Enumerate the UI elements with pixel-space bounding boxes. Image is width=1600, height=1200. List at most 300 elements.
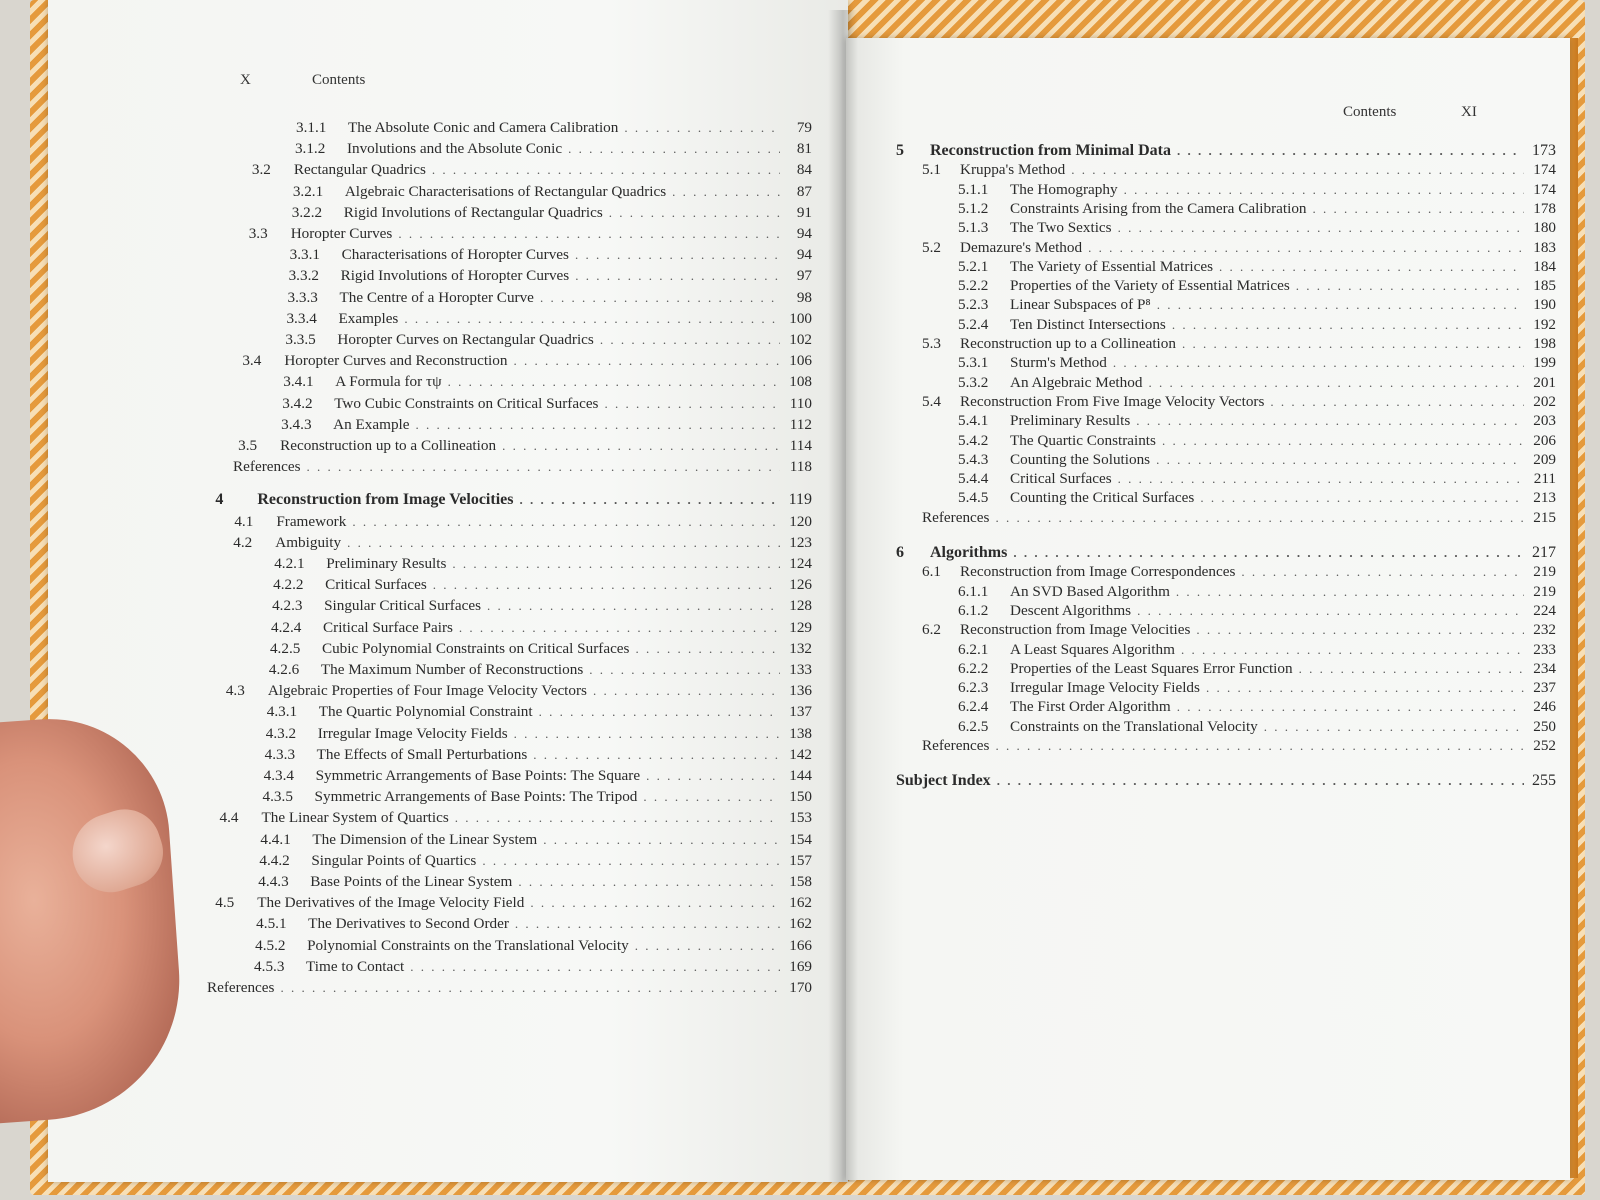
toc-entry-title: The First Order Algorithm — [1010, 698, 1171, 716]
toc-entry-number: 6.2.3 — [958, 679, 989, 697]
toc-leader-dots — [487, 596, 780, 615]
toc-entry-title: Ambiguity — [275, 533, 342, 551]
toc-entry-page: 114 — [789, 437, 812, 454]
toc-entry-page: 126 — [789, 576, 812, 594]
toc-leader-dots — [1313, 199, 1524, 218]
toc-entry-number: 3.2 — [251, 161, 271, 179]
toc-entry-page: 206 — [1533, 431, 1556, 449]
toc-entry-title: Properties of the Variety of Essential Matrices — [1010, 277, 1290, 295]
toc-entry — [289, 266, 812, 285]
toc-entry-page: 162 — [789, 915, 812, 933]
toc-entry-title: Singular Critical Surfaces — [324, 597, 481, 615]
toc-entry-page: 255 — [1532, 772, 1556, 790]
toc-leader-dots — [995, 736, 1524, 755]
toc-leader-dots — [643, 787, 780, 806]
toc-entry-number: 4.3.3 — [264, 745, 296, 763]
toc-leader-dots — [1200, 488, 1524, 507]
toc-entry-number: 6.1.1 — [958, 582, 989, 600]
toc-leader-dots — [1182, 334, 1524, 353]
toc-entry-title: Ten Distinct Intersections — [1010, 315, 1166, 333]
toc-entry — [226, 681, 812, 700]
toc-entry — [215, 893, 812, 912]
toc-entry-title: Framework — [276, 512, 347, 530]
book-gutter — [828, 10, 858, 1182]
toc-leader-dots — [1196, 620, 1524, 639]
toc-leader-dots — [1118, 469, 1524, 488]
toc-entry-page: 91 — [796, 203, 812, 221]
toc-leader-dots — [1299, 659, 1524, 678]
toc-entry-title: Reconstruction from Image Velocities — [257, 491, 514, 509]
toc-leader-dots — [514, 724, 780, 743]
toc-entry-number: 3.1.1 — [296, 119, 327, 136]
toc-entry-number: 4.4.3 — [258, 873, 289, 890]
toc-entry-number: 4.2.4 — [271, 618, 302, 636]
toc-leader-dots — [540, 288, 780, 307]
toc-entry-number: 4.5.1 — [256, 915, 287, 933]
toc-entry — [293, 182, 812, 201]
toc-entry-number: 4.4 — [219, 809, 239, 827]
left-page-number: X — [240, 72, 251, 88]
toc-entry-number: 5.3 — [922, 335, 941, 352]
toc-chapter-entry — [896, 771, 1556, 790]
toc-entry-title: Constraints Arising from the Camera Calibration — [1010, 199, 1307, 217]
toc-entry-number: 5.4.4 — [958, 470, 989, 488]
toc-entry-title: Sturm's Method — [1010, 354, 1107, 372]
toc-entry — [292, 203, 812, 222]
toc-entry-number: 4.2.1 — [274, 555, 305, 572]
toc-leader-dots — [1177, 141, 1524, 160]
toc-entry-page: 209 — [1533, 450, 1556, 468]
toc-entry-title: The Quartic Polynomial Constraint — [318, 703, 533, 721]
toc-entry-title: Reconstruction up to a Collineation — [280, 437, 497, 454]
toc-leader-dots — [997, 771, 1524, 790]
toc-entry-number: 3.4.3 — [281, 415, 312, 433]
toc-entry-title: Critical Surfaces — [325, 576, 427, 594]
toc-entry — [922, 238, 1556, 257]
toc-entry-number: 3.4.2 — [282, 394, 313, 412]
toc-chapter-entry — [896, 543, 1556, 562]
toc-leader-dots — [1219, 257, 1524, 276]
toc-leader-dots — [513, 351, 780, 370]
toc-entry-number: 5.1.3 — [958, 219, 989, 237]
toc-entry-title: The Linear System of Quartics — [261, 809, 449, 827]
toc-entry — [255, 936, 812, 955]
toc-entry-page: 162 — [789, 894, 812, 912]
toc-chapter-entry — [215, 490, 812, 509]
toc-entry-title: Constraints on the Translational Velocity — [1010, 717, 1258, 735]
toc-entry — [958, 450, 1556, 469]
toc-entry-title: The Maximum Number of Reconstructions — [320, 661, 584, 678]
toc-leader-dots — [1181, 640, 1524, 659]
toc-entry — [269, 660, 812, 679]
toc-entry — [958, 601, 1556, 620]
toc-leader-dots — [1162, 431, 1524, 450]
toc-leader-dots — [995, 508, 1524, 527]
toc-leader-dots — [1270, 392, 1524, 411]
toc-entry-number: 4.3.4 — [263, 767, 294, 784]
toc-entry-page: 132 — [789, 639, 812, 657]
toc-entry-title: The Absolute Conic and Camera Calibration — [348, 119, 619, 136]
toc-entry-number: 6.1.2 — [958, 601, 989, 619]
toc-entry-title: Reconstruction from Image Velocities — [960, 621, 1191, 639]
toc-leader-dots — [347, 533, 780, 552]
toc-entry-page: 203 — [1533, 412, 1556, 430]
toc-leader-dots — [1206, 678, 1524, 697]
toc-entry-title: Time to Contact — [306, 957, 405, 975]
toc-entry-page: 234 — [1533, 659, 1556, 677]
toc-entry-number: 3.3.2 — [288, 267, 319, 285]
toc-leader-dots — [1177, 697, 1524, 716]
toc-leader-dots — [448, 372, 780, 391]
toc-entry — [958, 582, 1556, 601]
toc-entry-page: 81 — [796, 140, 812, 158]
toc-leader-dots — [593, 681, 780, 700]
toc-entry — [922, 620, 1556, 639]
toc-leader-dots — [635, 639, 780, 658]
toc-entry-number: 3.4 — [242, 352, 262, 370]
toc-entry-number: 6.2.2 — [958, 659, 989, 677]
toc-entry — [958, 373, 1556, 392]
toc-entry — [233, 533, 812, 552]
toc-entry-title: Symmetric Arrangements of Base Points: The Tripod — [314, 788, 638, 806]
toc-entry — [958, 199, 1556, 218]
toc-entry-number: 4.2.3 — [272, 597, 303, 615]
toc-entry-page: 124 — [789, 555, 812, 572]
toc-entry — [288, 288, 812, 307]
toc-entry-title: Properties of the Least Squares Error Function — [1010, 659, 1293, 677]
toc-leader-dots — [432, 160, 780, 179]
toc-leader-dots — [1113, 353, 1524, 372]
toc-leader-dots — [1156, 450, 1524, 469]
toc-leader-dots — [518, 872, 780, 891]
toc-leader-dots — [575, 245, 780, 264]
toc-entry — [290, 245, 812, 264]
toc-entry — [285, 330, 812, 349]
toc-entry — [286, 309, 812, 328]
toc-leader-dots — [646, 766, 780, 785]
toc-leader-dots — [398, 224, 780, 243]
toc-entry-title: Polynomial Constraints on the Translational Velocity — [307, 936, 629, 954]
toc-leader-dots — [568, 139, 780, 158]
toc-entry-title: Horopter Curves and Reconstruction — [284, 352, 508, 370]
toc-entry — [263, 787, 812, 806]
toc-entry-title: Critical Surfaces — [1010, 470, 1112, 488]
toc-entry-title: Algebraic Characterisations of Rectangular Quadrics — [344, 182, 667, 200]
toc-entry-page: 219 — [1533, 563, 1556, 581]
toc-leader-dots — [410, 957, 780, 976]
toc-entry-number: 5 — [896, 142, 904, 159]
toc-entry-page: 150 — [789, 788, 812, 806]
toc-leader-dots — [624, 118, 780, 137]
toc-entry-title: Descent Algorithms — [1010, 601, 1132, 619]
toc-entry-page: 119 — [788, 491, 812, 509]
toc-entry-title: Horopter Curves on Rectangular Quadrics — [337, 331, 594, 348]
toc-entry-page: 237 — [1533, 679, 1556, 697]
toc-entry-page: 201 — [1533, 373, 1556, 391]
toc-entry — [922, 392, 1556, 411]
toc-entry-page: 199 — [1533, 354, 1556, 372]
toc-entry — [270, 639, 812, 658]
toc-entry-number: 6.2.4 — [958, 698, 989, 716]
toc-entry-title: The Quartic Constraints — [1010, 431, 1156, 449]
toc-leader-dots — [635, 936, 780, 955]
toc-entry-page: 106 — [789, 352, 812, 370]
toc-leader-dots — [1118, 218, 1524, 237]
toc-entry-number: 5.4.1 — [958, 412, 989, 430]
toc-entry-page: 232 — [1533, 621, 1556, 639]
toc-leader-dots — [1157, 295, 1524, 314]
toc-entry-number: 5.4 — [922, 392, 941, 410]
toc-entry-title: References — [233, 458, 301, 476]
toc-entry-title: A Formula for τψ — [335, 373, 442, 391]
toc-leader-dots — [600, 330, 780, 349]
toc-entry-number: 4.2.6 — [268, 661, 300, 678]
toc-leader-dots — [1071, 160, 1524, 179]
toc-entry-page: 142 — [789, 745, 812, 763]
toc-entry-page: 94 — [796, 225, 812, 242]
toc-entry — [958, 276, 1556, 295]
toc-entry — [259, 851, 812, 870]
toc-entry-page: 120 — [789, 512, 812, 530]
toc-entry-number: 3.2.1 — [292, 182, 324, 200]
toc-entry-page: 144 — [789, 767, 812, 784]
toc-entry — [958, 697, 1556, 716]
toc-leader-dots — [539, 702, 780, 721]
toc-entry — [273, 575, 812, 594]
toc-entry-title: Rigid Involutions of Horopter Curves — [340, 267, 570, 285]
toc-entry — [922, 334, 1556, 353]
toc-entry-title: An Algebraic Method — [1010, 373, 1143, 391]
toc-entry-title: Kruppa's Method — [960, 161, 1066, 179]
toc-entry-number: 4.4.2 — [259, 851, 290, 869]
toc-entry — [272, 596, 812, 615]
toc-entry-title: Linear Subspaces of P⁸ — [1010, 296, 1151, 314]
toc-entry-title: Base Points of the Linear System — [310, 873, 513, 890]
toc-entry — [958, 431, 1556, 450]
toc-entry-page: 153 — [789, 809, 812, 827]
toc-leader-dots — [530, 893, 780, 912]
toc-entry — [219, 808, 812, 827]
toc-leader-dots — [575, 266, 780, 285]
toc-entry-page: 211 — [1533, 470, 1556, 488]
toc-entry-number: 5.1 — [922, 161, 941, 179]
toc-entry-title: Symmetric Arrangements of Base Points: The Square — [315, 767, 641, 784]
toc-entry — [958, 257, 1556, 276]
toc-entry-title: The Variety of Essential Matrices — [1010, 257, 1213, 275]
toc-entry-number: 4.5.2 — [255, 936, 286, 954]
toc-entry — [258, 872, 812, 891]
toc-entry-page: 198 — [1533, 335, 1556, 352]
toc-entry-page: 98 — [796, 288, 812, 306]
toc-entry-title: Horopter Curves — [290, 225, 393, 242]
toc-entry-number: 4.2 — [233, 533, 253, 551]
toc-entry-title: Examples — [338, 309, 399, 327]
toc-entry — [958, 295, 1556, 314]
toc-entry-page: 174 — [1533, 161, 1556, 179]
toc-entry-page: 158 — [789, 873, 812, 890]
toc-entry-number: 5.2.2 — [958, 277, 989, 295]
toc-leader-dots — [515, 914, 780, 933]
toc-entry-page: 202 — [1533, 392, 1556, 410]
toc-entry-number: 4.4.1 — [260, 830, 291, 848]
toc-entry-title: References — [922, 508, 990, 526]
toc-entry — [958, 315, 1556, 334]
toc-leader-dots — [1176, 582, 1524, 601]
toc-entry — [274, 554, 812, 573]
toc-entry-page: 180 — [1533, 219, 1556, 237]
toc-entry-page: 100 — [789, 309, 812, 327]
toc-entry-title: References — [207, 979, 275, 996]
toc-entry-title: Cubic Polynomial Constraints on Critical Surfaces — [321, 639, 630, 657]
toc-entry-page: 129 — [789, 618, 812, 636]
toc-entry — [282, 394, 812, 413]
toc-entry-number: 3.1.2 — [294, 140, 326, 158]
toc-entry-title: Algorithms — [930, 544, 1008, 561]
toc-leader-dots — [519, 490, 780, 509]
toc-entry — [922, 736, 1556, 755]
toc-entry-page: 184 — [1533, 257, 1556, 275]
toc-entry-number: 3.2.2 — [291, 203, 323, 221]
toc-entry-page: 79 — [796, 119, 812, 136]
toc-entry-number: 3.3.4 — [286, 309, 317, 327]
toc-entry-number: 4.3.5 — [262, 788, 293, 806]
toc-leader-dots — [1088, 238, 1524, 257]
toc-entry-number: 6.1 — [922, 563, 941, 581]
toc-entry-number: 3.3.3 — [287, 288, 318, 306]
toc-leader-dots — [482, 851, 780, 870]
toc-leader-dots — [1124, 180, 1524, 199]
toc-entry-number: 4.5.3 — [254, 957, 285, 975]
toc-leader-dots — [589, 660, 780, 679]
toc-entry — [283, 372, 812, 391]
toc-entry-title: Algebraic Properties of Four Image Velocity Vectors — [267, 682, 587, 700]
toc-leader-dots — [502, 436, 780, 455]
toc-entry-title: Preliminary Results — [1010, 412, 1131, 430]
toc-entry — [281, 415, 812, 434]
toc-leader-dots — [307, 457, 781, 476]
toc-entry-title: Counting the Solutions — [1010, 450, 1151, 468]
toc-entry-number: 4.1 — [234, 512, 254, 530]
toc-entry-number: 6.2.5 — [958, 717, 989, 735]
toc-entry — [254, 957, 812, 976]
toc-leader-dots — [1137, 601, 1524, 620]
toc-leader-dots — [543, 830, 780, 849]
toc-leader-dots — [455, 808, 780, 827]
toc-entry — [958, 678, 1556, 697]
toc-entry — [260, 830, 812, 849]
toc-entry-title: Reconstruction up to a Collineation — [960, 335, 1176, 352]
toc-entry-page: 215 — [1533, 508, 1556, 526]
toc-entry-page: 183 — [1533, 238, 1556, 256]
right-toc — [846, 38, 1570, 1178]
toc-chapter-entry — [896, 141, 1556, 160]
toc-entry — [958, 659, 1556, 678]
toc-entry — [267, 702, 812, 721]
toc-entry-number: 5.2.4 — [958, 315, 989, 333]
toc-entry — [238, 436, 812, 455]
toc-entry — [296, 118, 812, 137]
toc-entry-page: 108 — [789, 373, 812, 391]
toc-entry — [958, 717, 1556, 736]
toc-entry-title: Two Cubic Constraints on Critical Surfaces — [334, 394, 599, 412]
toc-entry-number: 4 — [215, 491, 224, 509]
toc-entry-title: Irregular Image Velocity Fields — [1010, 679, 1200, 697]
toc-entry-number: 6.2 — [922, 621, 941, 639]
toc-entry-title: Reconstruction from Minimal Data — [930, 142, 1171, 159]
right-running-head: Contents — [1343, 104, 1397, 120]
toc-entry — [958, 488, 1556, 507]
toc-entry — [252, 160, 812, 179]
toc-entry — [295, 139, 812, 158]
toc-entry-number: 5.2.1 — [958, 257, 989, 275]
toc-entry-page: 136 — [789, 682, 812, 700]
toc-leader-dots — [1264, 717, 1524, 736]
toc-leader-dots — [533, 745, 780, 764]
toc-entry-page: 102 — [789, 331, 812, 348]
toc-entry — [958, 353, 1556, 372]
toc-entry-page: 133 — [789, 661, 812, 678]
toc-entry-page: 97 — [796, 267, 812, 285]
toc-entry-title: Demazure's Method — [960, 238, 1083, 256]
toc-entry-page: 170 — [789, 979, 812, 996]
toc-entry — [264, 766, 812, 785]
toc-entry-title: Preliminary Results — [326, 555, 447, 572]
toc-entry-title: The Effects of Small Perturbations — [316, 745, 528, 763]
toc-entry — [271, 618, 812, 637]
toc-entry-page: 250 — [1533, 717, 1556, 735]
toc-entry-page: 178 — [1533, 199, 1556, 217]
toc-leader-dots — [352, 512, 780, 531]
toc-entry — [922, 160, 1556, 179]
toc-entry — [265, 745, 812, 764]
toc-entry-page: 224 — [1533, 601, 1556, 619]
toc-entry-page: 174 — [1533, 180, 1556, 198]
toc-entry-page: 110 — [789, 394, 812, 412]
toc-entry-title: References — [922, 737, 990, 754]
toc-entry-title: An Example — [333, 415, 410, 433]
toc-entry-title: Counting the Critical Surfaces — [1010, 489, 1195, 507]
toc-entry-number: 4.5 — [215, 894, 235, 912]
toc-entry-number: 3.4.1 — [283, 373, 314, 391]
toc-entry — [234, 512, 812, 531]
toc-entry-page: 138 — [789, 724, 812, 742]
toc-entry — [922, 508, 1556, 527]
toc-entry-page: 190 — [1533, 296, 1556, 314]
toc-entry-title: Irregular Image Velocity Fields — [317, 724, 508, 742]
toc-entry — [958, 640, 1556, 659]
toc-entry — [958, 411, 1556, 430]
toc-entry-number: 3.3 — [248, 225, 268, 242]
toc-entry-number: 4.3.1 — [266, 703, 298, 721]
toc-entry-number: 5.2.3 — [958, 296, 989, 314]
toc-entry-title: Rectangular Quadrics — [293, 161, 426, 179]
toc-leader-dots — [280, 978, 780, 997]
toc-entry-title: The Homography — [1010, 180, 1118, 198]
toc-entry-page: 213 — [1533, 489, 1556, 507]
toc-leader-dots — [433, 575, 780, 594]
toc-entry-page: 123 — [789, 533, 812, 551]
toc-entry-page: 173 — [1532, 142, 1556, 159]
toc-leader-dots — [1172, 315, 1524, 334]
toc-entry — [958, 469, 1556, 488]
toc-entry-page: 137 — [789, 703, 812, 721]
right-page-number: XI — [1461, 104, 1477, 120]
toc-entry-number: 3.3.5 — [285, 331, 316, 348]
toc-entry-title: Involutions and the Absolute Conic — [346, 140, 563, 158]
toc-leader-dots — [1148, 373, 1524, 392]
toc-entry-number: 4.2.2 — [273, 576, 304, 594]
toc-leader-dots — [1136, 411, 1524, 430]
